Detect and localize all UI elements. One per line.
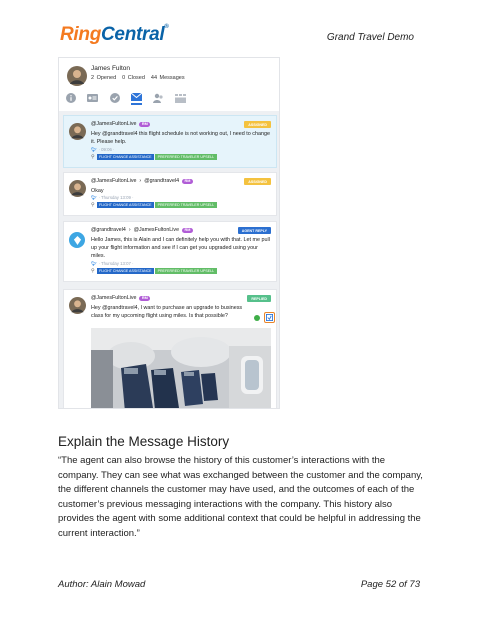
customer-avatar <box>69 180 86 197</box>
twitter-icon: 🐦︎ <box>91 195 97 200</box>
paperclip-icon: ⚲ <box>91 268 95 274</box>
message-author[interactable]: @grandtravel4 <box>91 227 126 233</box>
info-icon[interactable] <box>65 93 76 104</box>
paperclip-icon: ⚲ <box>91 202 95 208</box>
message-time: · Thursday 13:07 · <box>98 261 134 266</box>
message-card[interactable] <box>63 172 277 216</box>
message-meta <box>91 147 114 153</box>
customer-avatar <box>67 66 87 86</box>
rm-badge: RM <box>182 228 193 233</box>
customer-name: James Fulton <box>91 65 131 72</box>
rm-badge: RM <box>139 296 150 301</box>
customer-stats <box>91 75 191 81</box>
reply-icon[interactable] <box>264 312 275 323</box>
category-tag[interactable]: PREFERRED TRAVELER UPSELL <box>155 154 217 160</box>
message-card[interactable] <box>63 289 277 409</box>
id-card-icon[interactable] <box>87 93 98 104</box>
message-meta <box>91 195 134 201</box>
message-author[interactable]: @JamesFultonLive <box>91 121 137 127</box>
category-tags <box>91 268 217 274</box>
customer-avatar <box>69 123 86 140</box>
message-card[interactable] <box>63 221 277 282</box>
opened-count: 2 Opened <box>91 75 117 81</box>
message-header <box>91 227 193 233</box>
airplane-cabin-photo <box>91 328 271 409</box>
rm-badge: RM <box>139 122 150 127</box>
twitter-icon: 🐦︎ <box>91 261 97 266</box>
category-tag[interactable]: FLIGHT CHANGE ASSISTANCE <box>97 202 154 208</box>
message-header <box>91 178 193 184</box>
messages-count: 44 Messages <box>150 75 185 81</box>
status-badge: ASSIGNED <box>244 121 271 128</box>
message-time: · Thursday 13:09 · <box>98 195 134 200</box>
reply-arrow: › <box>128 227 131 233</box>
paperclip-icon: ⚲ <box>91 154 95 160</box>
category-tag[interactable]: FLIGHT CHANGE ASSISTANCE <box>97 154 154 160</box>
customer-avatar <box>69 297 86 314</box>
status-badge: AGENT REPLY <box>238 227 271 234</box>
category-tag[interactable]: PREFERRED TRAVELER UPSELL <box>155 202 217 208</box>
rm-badge: RM <box>182 179 193 184</box>
user-group-icon[interactable] <box>153 93 164 104</box>
message-card[interactable] <box>63 115 277 168</box>
footer-page-number: Page 52 of 73 <box>360 579 420 590</box>
profile-tabs <box>65 91 186 105</box>
message-recipient[interactable]: @JamesFultonLive <box>133 227 180 233</box>
logo-registered-mark: ® <box>164 24 169 30</box>
message-header <box>91 121 150 127</box>
twitter-icon: 🐦︎ <box>91 147 97 152</box>
category-tags <box>91 154 217 160</box>
check-circle-icon[interactable] <box>109 93 120 104</box>
message-header <box>91 295 150 301</box>
category-tag[interactable]: FLIGHT CHANGE ASSISTANCE <box>97 268 154 274</box>
category-tag[interactable]: PREFERRED TRAVELER UPSELL <box>155 268 217 274</box>
message-author[interactable]: @JamesFultonLive <box>91 295 137 301</box>
message-author[interactable]: @JamesFultonLive <box>91 178 137 184</box>
envelope-icon[interactable] <box>131 91 142 105</box>
message-text: Okay <box>91 188 104 194</box>
embedded-app-screenshot <box>58 57 280 409</box>
message-time: · 09:06 · <box>98 147 115 152</box>
category-tags <box>91 202 217 208</box>
section-heading: Explain the Message History <box>58 434 230 449</box>
customer-profile-header <box>59 58 280 111</box>
logo-ring-text: Ring <box>60 24 102 45</box>
grid-icon[interactable] <box>175 93 186 104</box>
logo-central-text: Central <box>101 24 165 45</box>
reply-arrow: › <box>139 178 142 184</box>
closed-count: 0 Closed <box>122 75 145 81</box>
section-body: “The agent can also browse the history of this customer’s interactions with the company. They can see what was exchanged between the customer and the company, the different channels the customer may have used, and the outcomes of each of the customer’s previous messaging interactions with the company. This history also provides the agent with some additional context that could be helpful in addressing the current interaction.” <box>58 455 423 539</box>
document-title: Grand Travel Demo <box>326 32 414 43</box>
online-status-dot <box>254 315 260 321</box>
message-text: Hey @grandtravel4 this flight schedule is not working out, I need to change it. Please help. <box>91 131 270 145</box>
message-meta <box>91 261 134 267</box>
message-text: Hey @grandtravel4, I want to purchase an upgrade to business class for my upcoming flight using miles. Is that possible? <box>91 305 243 319</box>
message-text: Hello James, this is Alain and I can definitely help you with that. Let me pull up your flight information and see if I can get you upgraded using your miles. <box>91 237 270 259</box>
ringcentral-logo <box>60 24 169 46</box>
status-badge: ASSIGNED <box>244 178 271 185</box>
footer-author: Author: Alain Mowad <box>58 579 146 590</box>
status-badge: REPLIED <box>247 295 271 302</box>
message-recipient[interactable]: @grandtravel4 <box>144 178 180 184</box>
agent-avatar <box>69 232 85 248</box>
message-actions <box>254 312 275 323</box>
